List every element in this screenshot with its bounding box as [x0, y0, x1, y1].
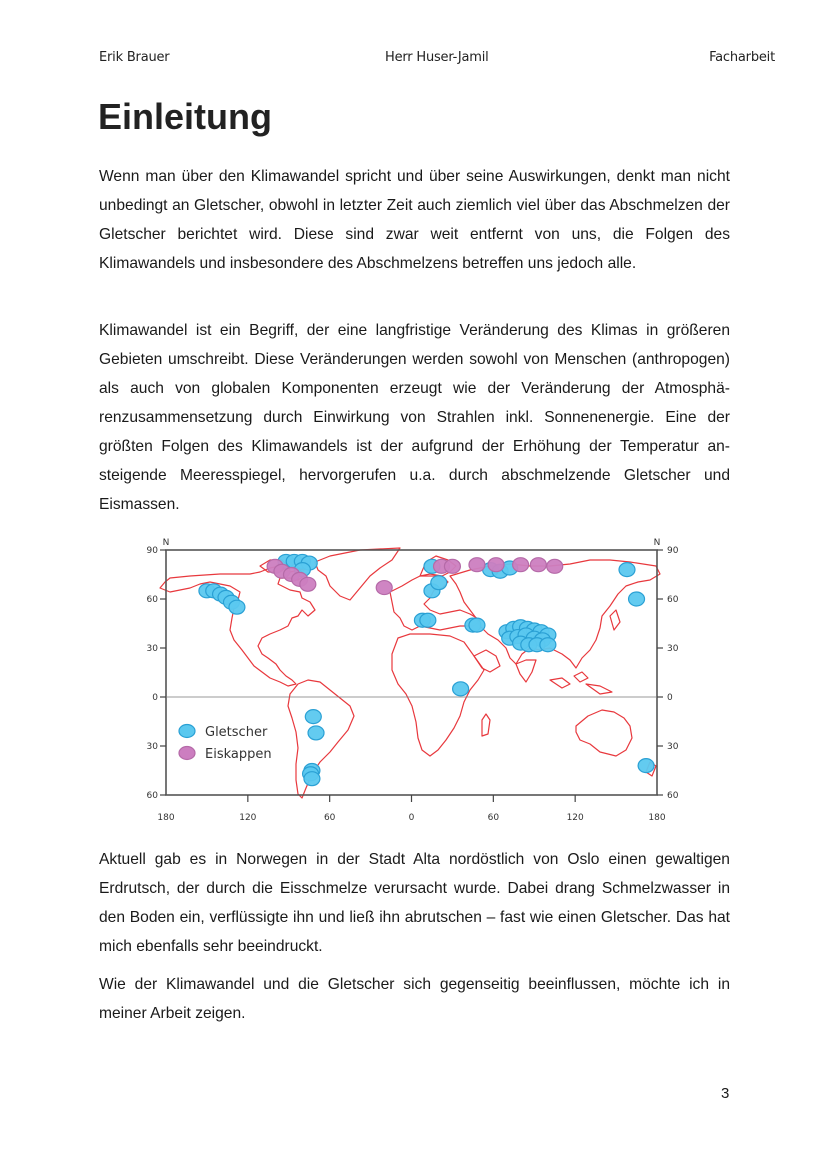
x-tick-label: 60: [323, 813, 336, 823]
glacier-world-map: [130, 530, 690, 830]
icecap-marker: [488, 558, 504, 572]
header-author: Erik Brauer: [99, 50, 170, 65]
legend-glacier-label: Gletscher: [205, 725, 268, 740]
glacier-marker: [420, 613, 436, 627]
icecap-marker: [300, 577, 316, 591]
header-doc-type: Facharbeit: [709, 50, 775, 65]
y-tick-label-right: 0: [667, 693, 673, 703]
x-tick-label: 120: [239, 813, 257, 823]
y-tick-label-left: 30: [146, 644, 158, 654]
coast-madagascar: [482, 714, 490, 736]
glacier-marker: [629, 592, 645, 606]
glacier-marker: [453, 682, 469, 696]
coast-arabia: [474, 650, 500, 672]
glacier-marker: [304, 772, 320, 786]
paragraph-climate-change: Klimawandel ist ein Begriff, der eine langfristige Veränderung des Klimas in größeren Gebieten umschreibt. Diese Veränderungen werden sowohl von Menschen (anthropogen) als auch von globalen Komponenten erzeugt wie der Veränderung der Atmosphärenzusammensetzung durch Einwirkung von Strahlen inkl. Sonnenenergie. Eine der größten Folgen des Klimawandels ist der aufgrund der Erhöhung der Temperatur ansteigende Meeresspiegel, hervorgerufen u.a. durch abschmelzende Gletscher und Eismassen.: [99, 322, 730, 513]
legend-icecap-swatch: [179, 747, 195, 760]
coast-japan: [610, 610, 620, 630]
header-teacher: Herr Huser-Jamil: [385, 50, 489, 65]
x-tick-label: 180: [648, 813, 666, 823]
y-tick-label-right: 30: [667, 742, 679, 752]
glacier-marker: [431, 576, 447, 590]
map-axes: [147, 538, 679, 823]
coast-southeast-asia-islands: [550, 672, 612, 694]
y-tick-label-right: 90: [667, 546, 679, 556]
legend-icecap-label: Eiskappen: [205, 747, 272, 762]
coast-north-america: [160, 566, 315, 686]
section-title: Einleitung: [98, 96, 272, 137]
legend-glacier-swatch: [179, 725, 195, 738]
glacier-marker: [308, 726, 324, 740]
x-tick-label: 0: [408, 813, 415, 823]
glacier-marker: [305, 710, 321, 724]
glacier-marker: [469, 618, 485, 632]
glacier-marker: [619, 563, 635, 577]
glacier-marker: [638, 759, 654, 773]
glacier-marker: [229, 600, 245, 614]
icecap-marker: [469, 558, 485, 572]
y-tick-label-left: 90: [146, 546, 158, 556]
paragraph-intro: Wenn man über den Klimawandel spricht und über seine Auswirkungen, denkt man nicht unbedingt an Gletscher, obwohl in letzter Zeit auch ziemlich viel über das Abschmelzen der Gletscher berichtet wird. Diese sind zwar weit entfernt von uns, die Folgen des Klimawandels und insbesondere des Abschmelzens betreffen uns jedoch alle.: [99, 168, 730, 272]
y-tick-label-right: 60: [667, 791, 679, 801]
icecap-marker: [444, 559, 460, 573]
page-number: 3: [721, 1085, 730, 1102]
icecap-marker: [530, 558, 546, 572]
north-label-right: N: [653, 538, 661, 548]
icecap-marker: [547, 559, 563, 573]
coast-africa: [392, 634, 484, 756]
x-tick-label: 60: [487, 813, 500, 823]
map-legend: [179, 725, 272, 763]
x-tick-label: 120: [566, 813, 584, 823]
icecap-marker: [376, 581, 392, 595]
paragraph-alta-landslide: Aktuell gab es in Norwegen in der Stadt Alta nordöstlich von Oslo einen gewaltigen Erdrutsch, der durch die Eisschmelze verursacht wurde. Dabei drang Schmelzwasser in den Boden ein, verflüssigte ihn und ließ ihn abrutschen – fast wie einen Gletscher. Das hat mich ebenfalls sehr beeindruckt.: [99, 851, 730, 955]
y-tick-label-right: 30: [667, 644, 679, 654]
coast-india: [516, 660, 536, 682]
north-label-left: N: [162, 538, 170, 548]
icecap-marker: [513, 558, 529, 572]
y-tick-label-left: 30: [146, 742, 158, 752]
y-tick-label-left: 0: [152, 693, 158, 703]
y-tick-label-left: 60: [146, 595, 158, 605]
glacier-marker: [540, 638, 556, 652]
y-tick-label-right: 60: [667, 595, 679, 605]
coast-australia: [576, 710, 632, 756]
paragraph-goal: Wie der Klimawandel und die Gletscher sich gegenseitig beeinflussen, möchte ich in meiner Arbeit zeigen.: [99, 976, 730, 1022]
y-tick-label-left: 60: [146, 791, 158, 801]
x-tick-label: 180: [157, 813, 175, 823]
